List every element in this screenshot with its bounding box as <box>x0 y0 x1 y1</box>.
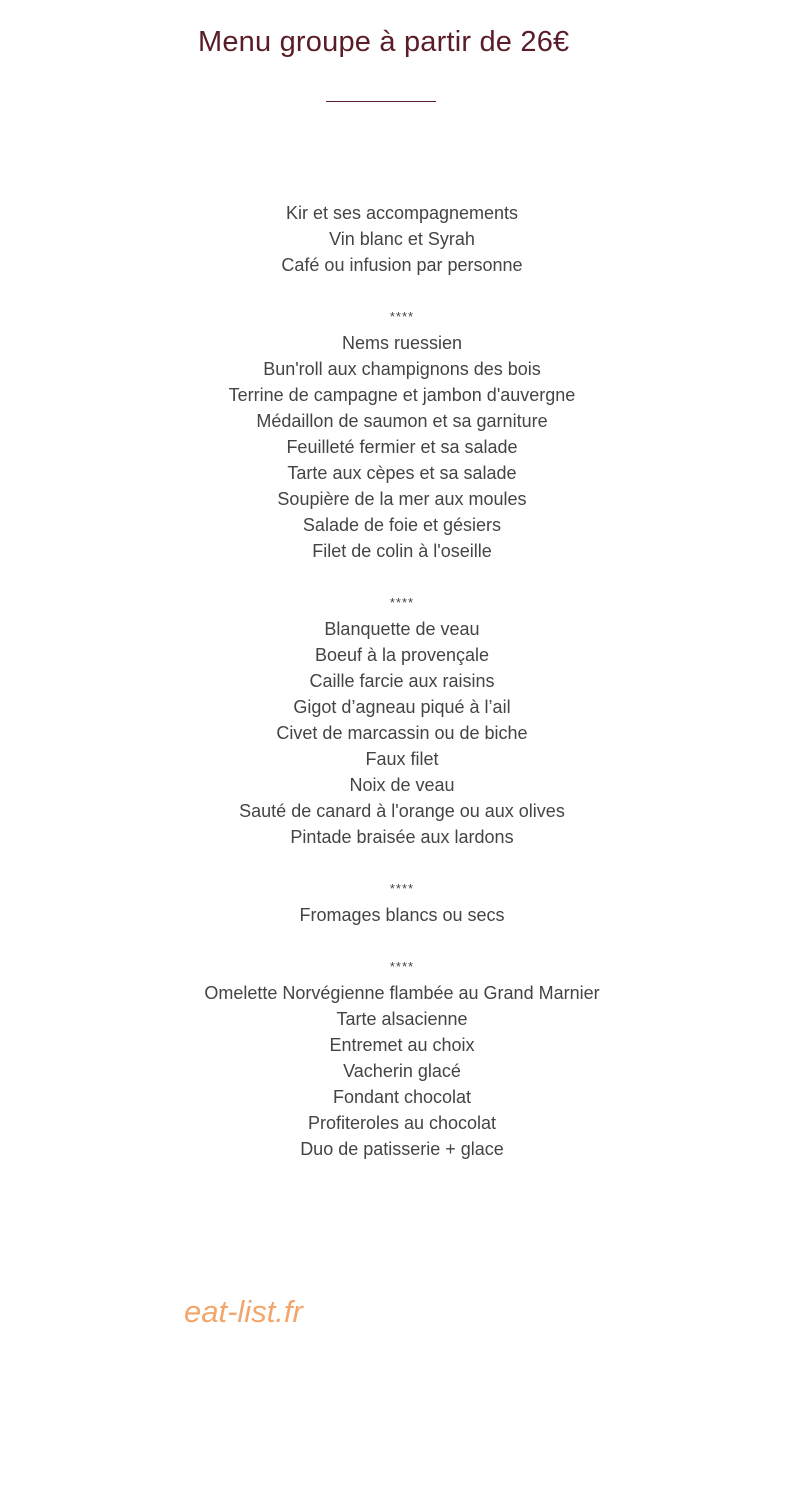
menu-item: Gigot d’agneau piqué à l’ail <box>293 697 511 717</box>
menu-item: Kir et ses accompagnements <box>285 203 519 223</box>
menu-item: Terrine de campagne et jambon d'auvergne <box>228 385 576 405</box>
menu-item: Omelette Norvégienne flambée au Grand Marnier <box>204 983 600 1003</box>
menu-item: Pintade braisée aux lardons <box>290 827 514 847</box>
menu-item: Café ou infusion par personne <box>281 255 523 275</box>
menu-item: Fondant chocolat <box>332 1087 472 1107</box>
menu-item: Entremet au choix <box>329 1035 475 1055</box>
menu-section-drinks <box>0 200 804 278</box>
menu-section-starters <box>0 330 804 564</box>
menu-item: Salade de foie et gésiers <box>302 515 502 535</box>
menu-item: Duo de patisserie + glace <box>300 1139 504 1159</box>
menu-item: Tarte aux cèpes et sa salade <box>287 463 517 483</box>
menu-item: Boeuf à la provençale <box>314 645 490 665</box>
title-underline <box>326 101 436 102</box>
section-separator: **** <box>389 595 415 610</box>
menu-item: Civet de marcassin ou de biche <box>276 723 528 743</box>
menu-item: Fromages blancs ou secs <box>299 905 505 925</box>
menu-item: Filet de colin à l'oseille <box>312 541 492 561</box>
section-separator: **** <box>389 881 415 896</box>
menu-item: Vin blanc et Syrah <box>329 229 475 249</box>
menu-section-mains <box>0 616 804 850</box>
menu-item: Bun'roll aux champignons des bois <box>263 359 541 379</box>
menu-item: Nems ruessien <box>341 333 463 353</box>
menu-title: Menu groupe à partir de 26€ <box>198 26 570 58</box>
menu-item: Médaillon de saumon et sa garniture <box>256 411 548 431</box>
menu-item: Faux filet <box>365 749 439 769</box>
menu-item: Feuilleté fermier et sa salade <box>286 437 518 457</box>
menu-item: Sauté de canard à l'orange ou aux olives <box>239 801 565 821</box>
menu-item: Noix de veau <box>349 775 455 795</box>
menu-item: Blanquette de veau <box>324 619 480 639</box>
menu-item: Tarte alsacienne <box>336 1009 468 1029</box>
menu-item: Caille farcie aux raisins <box>309 671 495 691</box>
menu-section-desserts <box>0 980 804 1162</box>
section-separator: **** <box>389 959 415 974</box>
section-separator: **** <box>389 309 415 324</box>
menu-item: Soupière de la mer aux moules <box>277 489 527 509</box>
menu-item: Vacherin glacé <box>343 1061 461 1081</box>
menu-item: Profiteroles au chocolat <box>307 1113 497 1133</box>
site-watermark: eat-list.fr <box>184 1294 303 1329</box>
menu-section-cheese <box>0 902 804 928</box>
menu-list <box>0 200 804 1162</box>
